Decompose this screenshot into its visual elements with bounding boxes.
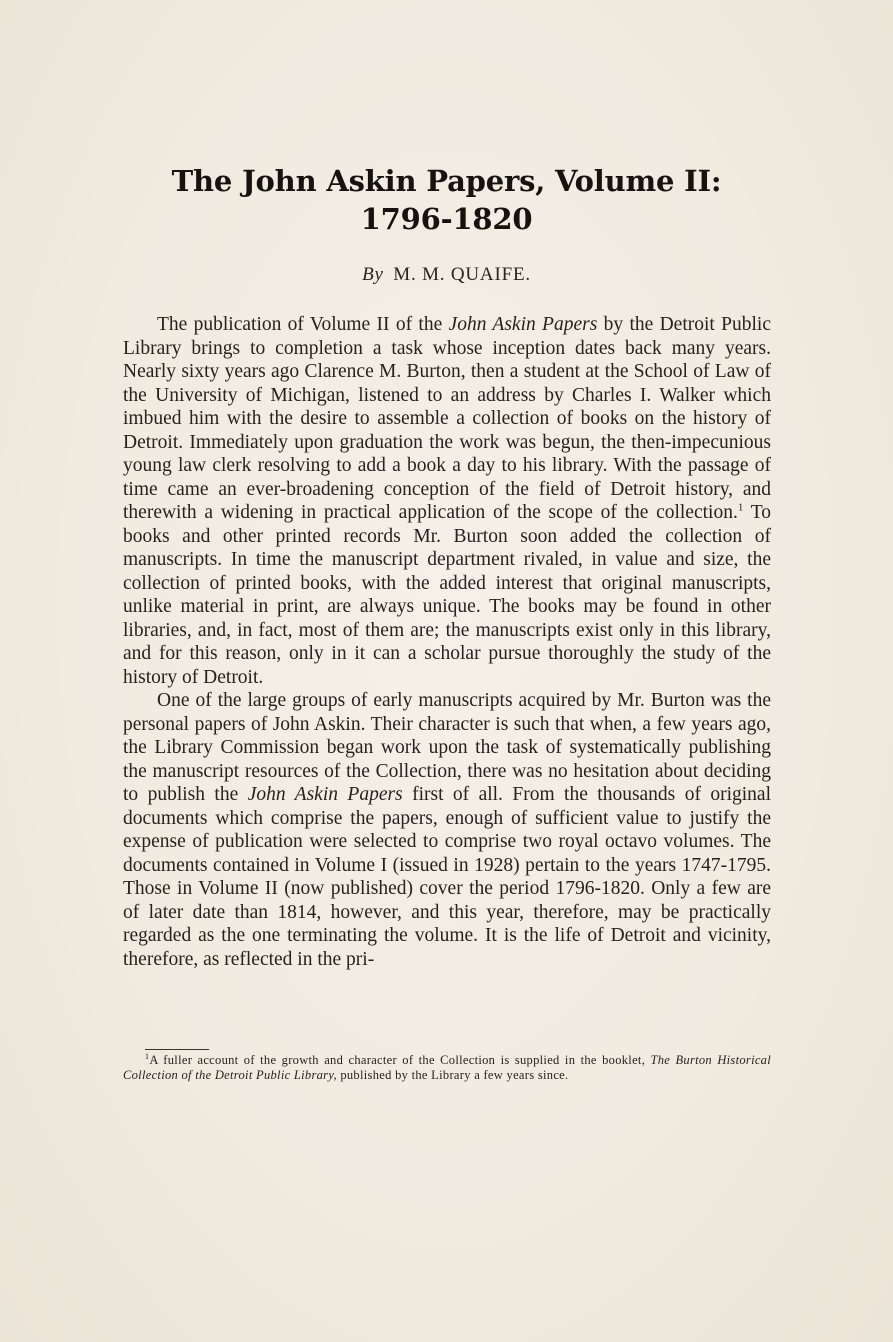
footnote-divider bbox=[145, 1049, 209, 1050]
title-line-1: The John Askin Papers, Volume II: bbox=[171, 164, 722, 198]
footnote-text-a: A fuller account of the growth and character of the Collection is supplied in the booklet, bbox=[149, 1053, 651, 1067]
byline-prefix: By bbox=[362, 264, 384, 285]
footnote-mark: 1 bbox=[145, 1051, 150, 1061]
article-body bbox=[123, 313, 771, 971]
byline bbox=[0, 263, 893, 287]
paragraph-1-italic-title: John Askin Papers bbox=[448, 314, 598, 335]
paragraph-1 bbox=[123, 313, 771, 689]
paragraph-2-text-a: One of the large groups of early manuscripts acquired by Mr. Burton was the personal papers of John Askin. Their character is such that when, a few years ago, the Library Commission began work upon the task of systematically publishing the manuscript resources of the Collection, there was no hesitation about deciding to publish the bbox=[123, 690, 771, 805]
footnote bbox=[123, 1053, 771, 1083]
paragraph-1-text-b: by the Detroit Public Library brings to completion a task whose inception dates back many years. Nearly sixty years ago Clarence M. Burton, then a student at the School of Law of the University of Michigan, listened to an address by Charles I. Walker which imbued him with the desire to assemble a collection of books on the history of Detroit. Immediately upon graduation the work was begun, the then-impecunious young law clerk resolving to add a book a day to his library. With the passage of time came an ever-broadening conception of the field of Detroit history, and therewith a widening in practical application of the scope of the collection. bbox=[123, 314, 771, 523]
footnote-italic-title: The Burton Historical Collection of the Detroit Public Library, bbox=[123, 1053, 772, 1082]
paragraph-2-italic-title: John Askin Papers bbox=[247, 784, 403, 805]
paragraph-2 bbox=[123, 689, 771, 971]
footnote-text bbox=[123, 1053, 771, 1083]
title-line-2: 1796-1820 bbox=[360, 202, 533, 236]
byline-author: M. M. QUAIFE. bbox=[393, 264, 531, 285]
footnote-text-b: published by the Library a few years since. bbox=[336, 1068, 569, 1082]
paragraph-2-text-b: first of all. From the thousands of original documents which comprise the papers, enough of sufficient value to justify the expense of publication were selected to comprise two royal octavo volumes. The documents contained in Volume I (issued in 1928) pertain to the years 1747-1795. Those in Volume II (now published) cover the period 1796-1820. Only a few are of later date than 1814, however, and this year, therefore, may be practically regarded as the one terminating the volume. It is the life of Detroit and vicinity, therefore, as reflected in the pri- bbox=[123, 784, 772, 970]
paragraph-1-text-a: The publication of Volume II of the bbox=[157, 314, 449, 335]
paragraph-1-text-c: To books and other printed records Mr. Burton soon added the collection of manuscripts. In time the manuscript department rivaled, in value and size, the collection of printed books, with the added interest that original manuscripts, unlike material in print, are always unique. The books may be found in other libraries, and, in fact, most of them are; the manuscripts exist only in this library, and for this reason, only in it can a scholar pursue thoroughly the study of the history of Detroit. bbox=[123, 502, 771, 688]
footnote-reference: 1 bbox=[737, 501, 744, 514]
article-title bbox=[0, 162, 893, 238]
